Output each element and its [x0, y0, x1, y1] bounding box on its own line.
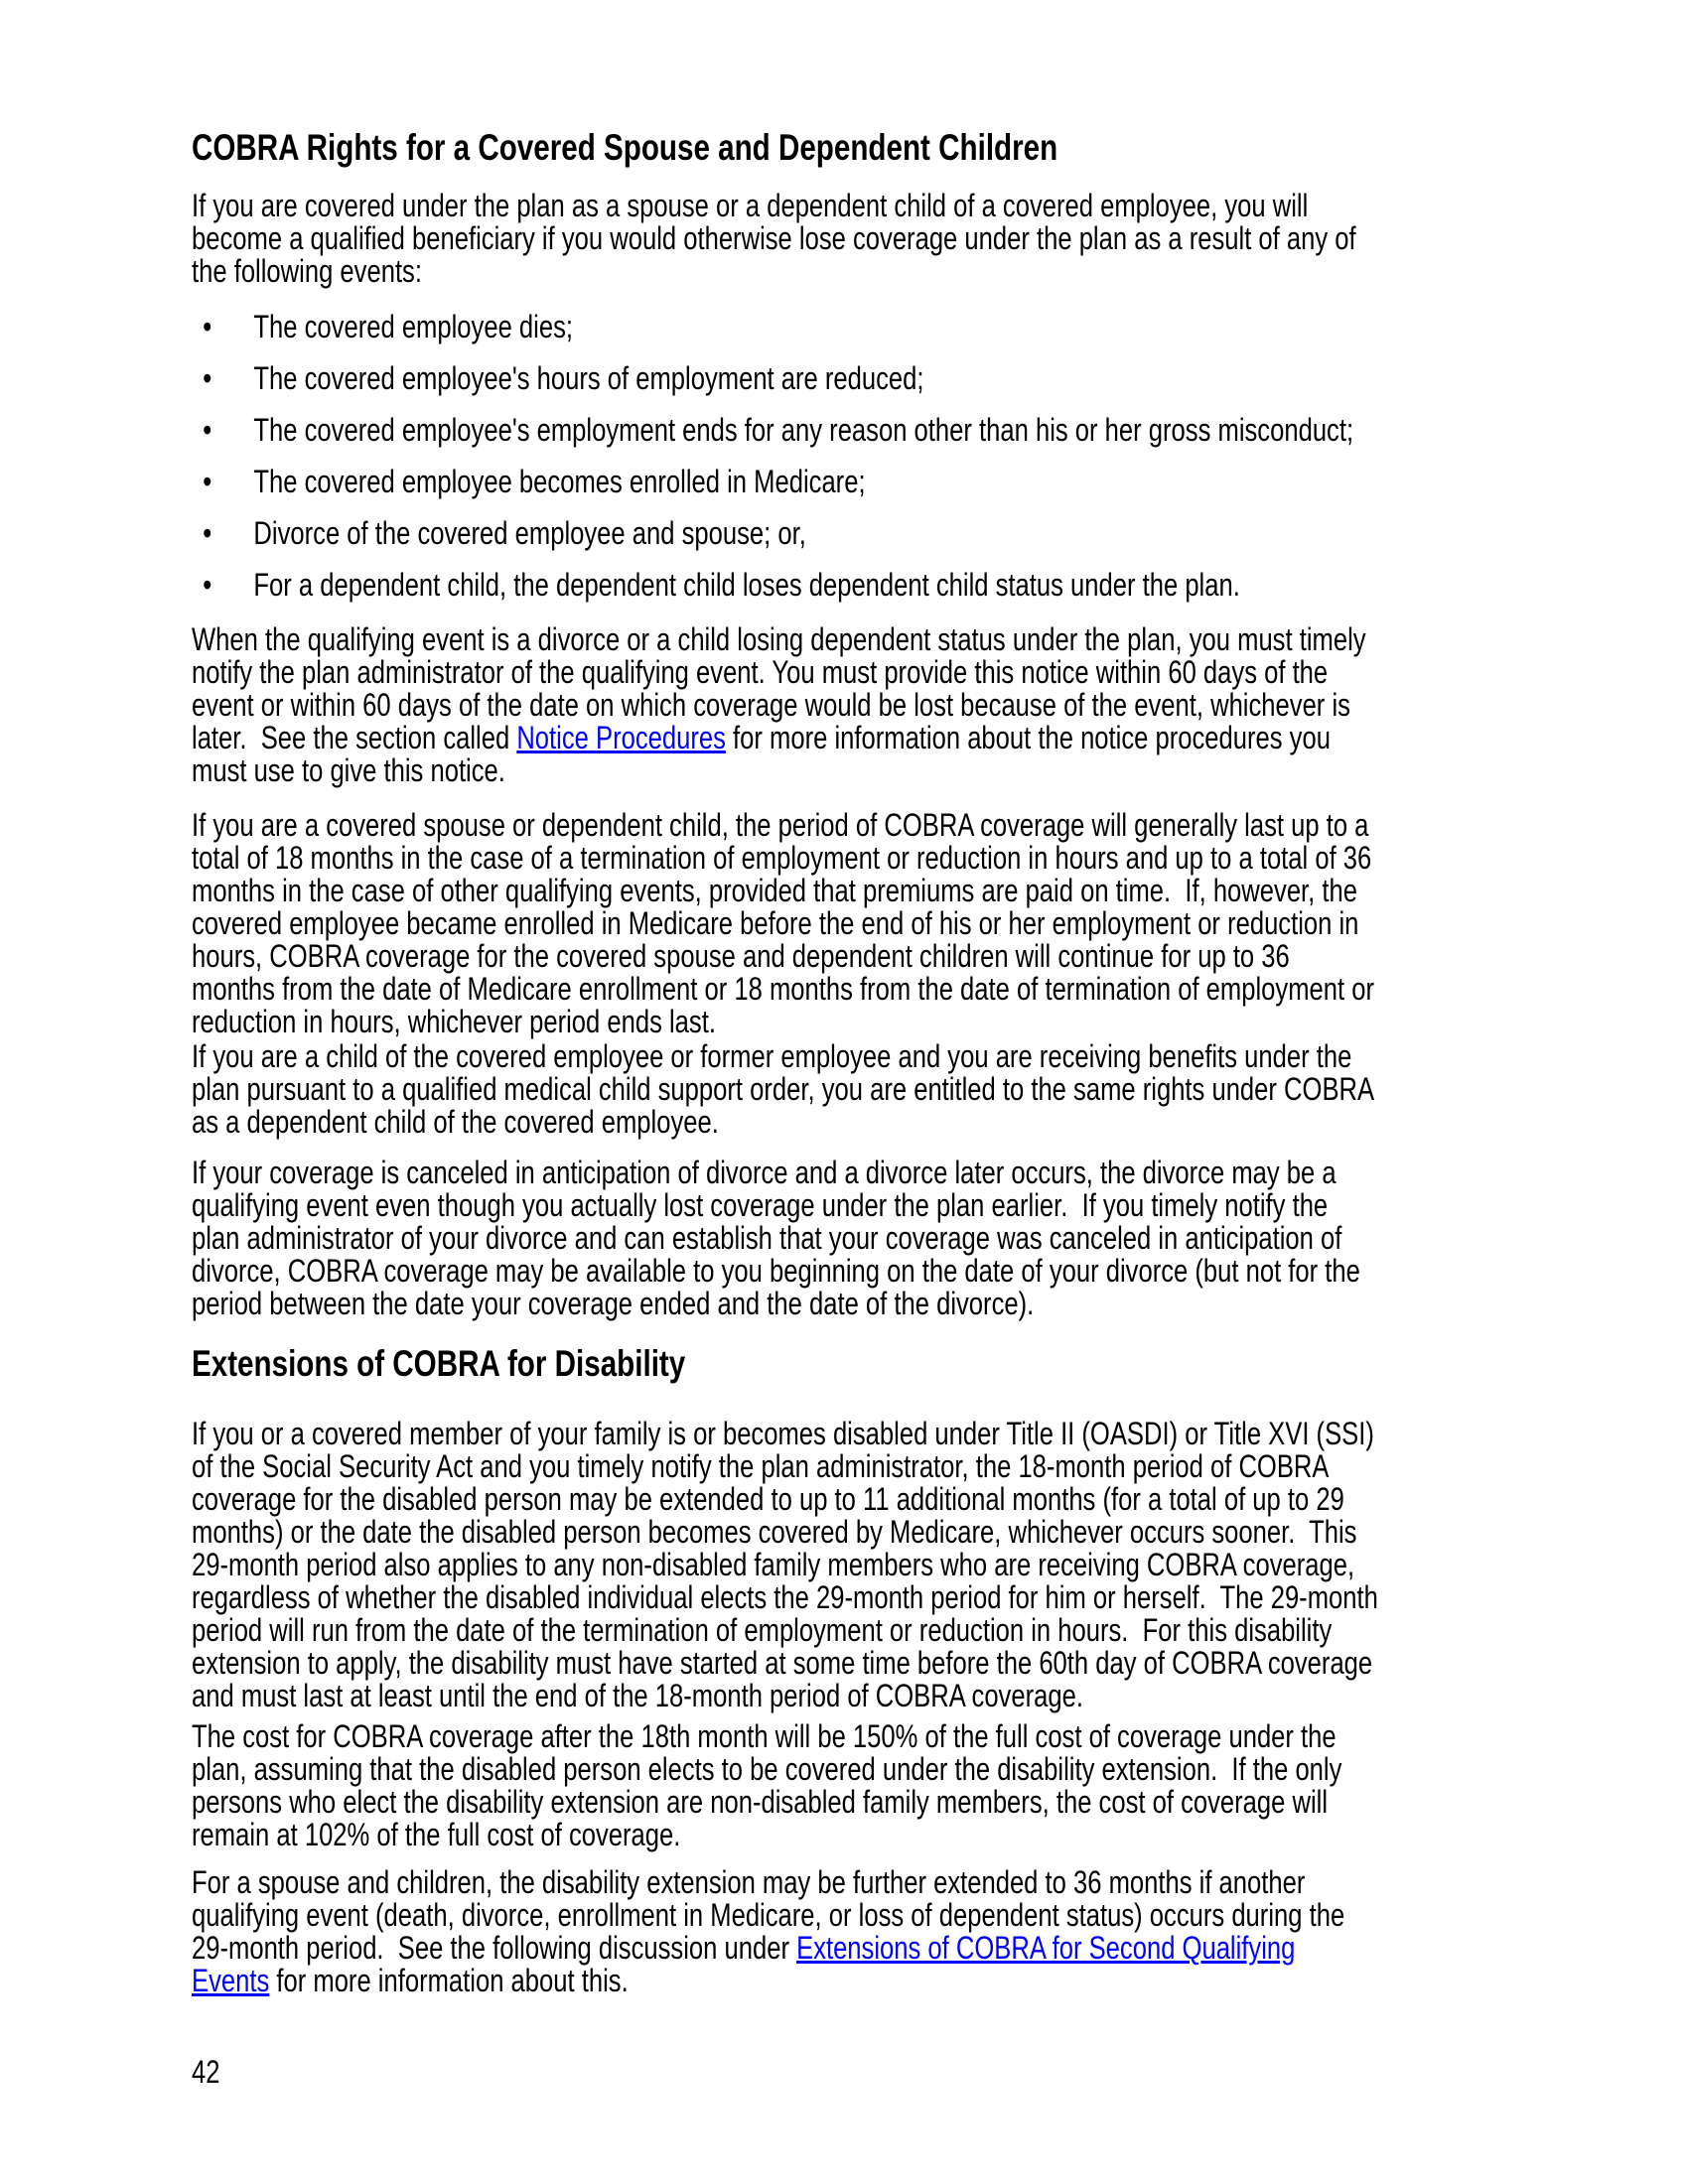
bullet-text: For a dependent child, the dependent child loses dependent child status under the plan. — [253, 567, 1240, 603]
text-line: remain at 102% of the full cost of coverage. — [192, 1817, 681, 1852]
text-line: total of 18 months in the case of a termination of employment or reduction in hours and up to a total of 36 — [192, 840, 1372, 876]
text-line: When the qualifying event is a divorce or a child losing dependent status under the plan, you must timely — [192, 621, 1366, 657]
text-segment: 29-month period. See the following discussion under — [192, 1930, 797, 1966]
cobra-rights-heading: COBRA Rights for a Covered Spouse and Dependent Children — [192, 127, 1058, 168]
qualifying-events-list — [192, 311, 1688, 602]
bullet-text: Divorce of the covered employee and spouse; or, — [253, 515, 806, 551]
text-line: 29-month period also applies to any non-disabled family members who are receiving COBRA coverage, — [192, 1547, 1355, 1582]
bullet-item — [192, 517, 1688, 550]
text-line: of the Social Security Act and you timely notify the plan administrator, the 18-month period of COBRA — [192, 1448, 1330, 1484]
text-line: as a dependent child of the covered employee. — [192, 1104, 719, 1140]
text-line: extension to apply, the disability must have started at some time before the 60th day of COBRA coverage — [192, 1645, 1373, 1681]
text-line: divorce, COBRA coverage may be available to you beginning on the date of your divorce (but not for the — [192, 1253, 1360, 1289]
bullet-text: The covered employee becomes enrolled in Medicare; — [253, 464, 866, 499]
text-line: event or within 60 days of the date on which coverage would be lost because of the event, whichever is — [192, 687, 1350, 723]
text-line: and must last at least until the end of the 18-month period of COBRA coverage. — [192, 1678, 1083, 1713]
text-line: period between the date your coverage ended and the date of the divorce). — [192, 1286, 1035, 1321]
text-segment: later. See the section called — [192, 720, 517, 755]
text-line: plan, assuming that the disabled person elects to be covered under the disability extension. If the only — [192, 1751, 1342, 1787]
bullet-icon: • — [203, 412, 212, 448]
section-disability — [192, 1344, 1688, 1384]
bullet-item — [192, 569, 1688, 602]
bullet-item — [192, 311, 1688, 343]
bullet-text: The covered employee's employment ends for any reason other than his or her gross misconduct; — [253, 412, 1354, 448]
disability-heading: Extensions of COBRA for Disability — [192, 1343, 686, 1384]
second-event-paragraph — [192, 1866, 1688, 1997]
page-footer — [192, 2056, 1688, 2089]
text-line: must use to give this notice. — [192, 752, 505, 788]
text-line: The cost for COBRA coverage after the 18th month will be 150% of the full cost of coverage under the — [192, 1718, 1336, 1754]
text-line: months in the case of other qualifying events, provided that premiums are paid on time. If, however, the — [192, 873, 1357, 908]
text-segment: for more information about this. — [269, 1963, 629, 1998]
text-line — [192, 722, 1463, 754]
bullet-text: The covered employee's hours of employment are reduced; — [253, 360, 924, 396]
text-line: plan pursuant to a qualified medical child support order, you are entitled to the same rights under COBRA — [192, 1071, 1375, 1107]
notice-procedures-link[interactable]: Notice Procedures — [516, 720, 726, 755]
text-line: For a spouse and children, the disability extension may be further extended to 36 months if another — [192, 1864, 1306, 1900]
divorce-anticipation-paragraph — [192, 1157, 1688, 1320]
text-line: If you are a child of the covered employee or former employee and you are receiving benefits under the — [192, 1038, 1352, 1074]
text-line: regardless of whether the disabled individual elects the 29-month period for him or herself. The 29-month — [192, 1579, 1378, 1615]
text-line: hours, COBRA coverage for the covered spouse and dependent children will continue for up to 36 — [192, 938, 1290, 974]
text-line: the following events: — [192, 253, 422, 289]
bullet-item — [192, 414, 1688, 447]
intro-paragraph — [192, 190, 1688, 288]
text-line: months) or the date the disabled person becomes covered by Medicare, whichever occurs sooner. This — [192, 1514, 1357, 1550]
text-line: notify the plan administrator of the qualifying event. You must provide this notice within 60 days of the — [192, 654, 1329, 690]
text-line: If your coverage is canceled in anticipation of divorce and a divorce later occurs, the divorce may be a — [192, 1155, 1336, 1190]
text-line: qualifying event even though you actually lost coverage under the plan earlier. If you timely notify the — [192, 1187, 1329, 1223]
second-qualifying-events-link[interactable]: Events — [192, 1963, 270, 1998]
page-number: 42 — [192, 2054, 220, 2090]
coverage-period-paragraph — [192, 809, 1688, 1038]
bullet-item — [192, 362, 1688, 395]
bullet-icon: • — [203, 567, 212, 603]
text-line: become a qualified beneficiary if you would otherwise lose coverage under the plan as a result of any of — [192, 220, 1356, 256]
text-line: If you are covered under the plan as a spouse or a dependent child of a covered employee, you will — [192, 188, 1309, 223]
text-line — [192, 1932, 1463, 1965]
bullet-icon: • — [203, 515, 212, 551]
text-line: reduction in hours, whichever period ends last. — [192, 1004, 716, 1039]
text-line: persons who elect the disability extension are non-disabled family members, the cost of coverage will — [192, 1784, 1329, 1820]
bullet-icon: • — [203, 360, 212, 396]
text-segment: for more information about the notice procedures you — [725, 720, 1331, 755]
text-line: months from the date of Medicare enrollment or 18 months from the date of termination of employment or — [192, 971, 1374, 1007]
text-line — [192, 1965, 1463, 1997]
text-line: If you or a covered member of your family is or becomes disabled under Title II (OASDI) or Title XVI (SSI) — [192, 1416, 1374, 1451]
bullet-item — [192, 466, 1688, 498]
child-support-paragraph — [192, 1040, 1688, 1139]
text-line: period will run from the date of the termination of employment or reduction in hours. For this disability — [192, 1612, 1333, 1648]
disability-paragraph — [192, 1418, 1688, 1712]
second-qualifying-events-link[interactable]: Extensions of COBRA for Second Qualifying — [796, 1930, 1296, 1966]
bullet-text: The covered employee dies; — [253, 309, 573, 344]
notice-paragraph — [192, 623, 1688, 787]
bullet-icon: • — [203, 464, 212, 499]
text-line: If you are a covered spouse or dependent child, the period of COBRA coverage will generally last up to a — [192, 807, 1369, 843]
cost-paragraph — [192, 1720, 1688, 1851]
text-line: plan administrator of your divorce and can establish that your coverage was canceled in anticipation of — [192, 1220, 1342, 1256]
text-line: coverage for the disabled person may be extended to up to 11 additional months (for a total of up to 29 — [192, 1481, 1344, 1517]
text-line: qualifying event (death, divorce, enrollment in Medicare, or loss of dependent status) occurs during the — [192, 1897, 1345, 1933]
section-cobra-rights — [192, 128, 1688, 168]
bullet-icon: • — [203, 309, 212, 344]
text-line: covered employee became enrolled in Medicare before the end of his or her employment or reduction in — [192, 905, 1359, 941]
